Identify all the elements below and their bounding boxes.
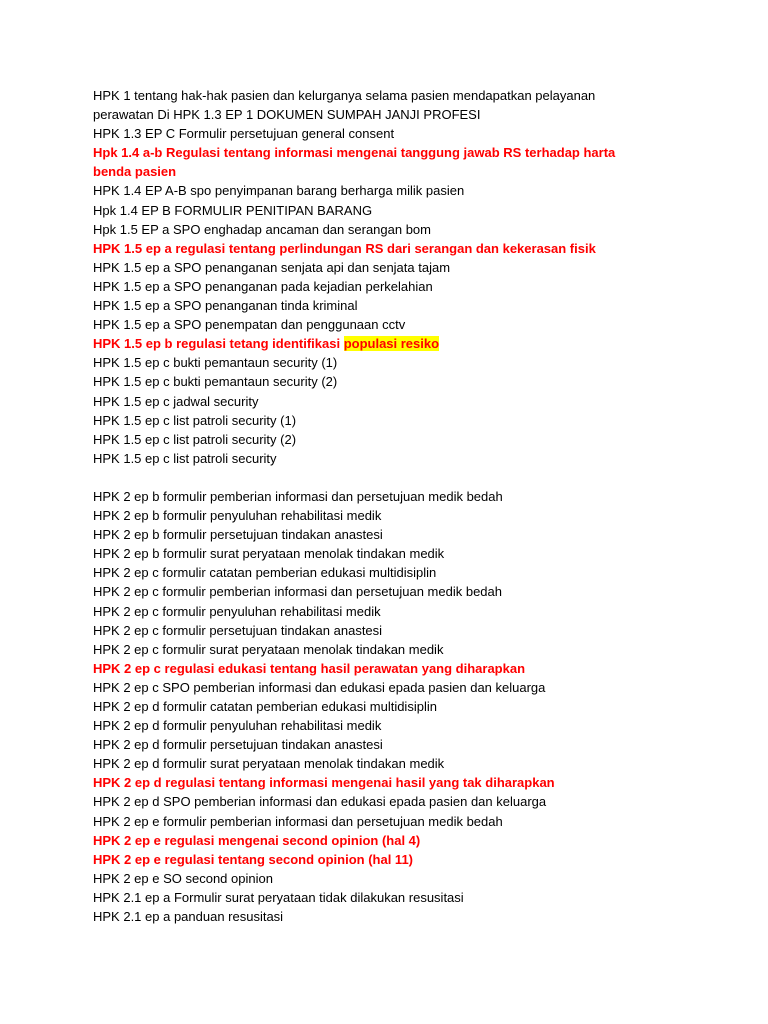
line-text: HPK 2 ep d formulir penyuluhan rehabilitasi medik [93, 718, 382, 734]
line-text: HPK 2 ep d formulir persetujuan tindakan anastesi [93, 737, 383, 753]
line-text: HPK 2 ep c formulir catatan pemberian edukasi multidisiplin [93, 565, 437, 581]
line-text: HPK 1.5 ep b regulasi tetang identifikasi [93, 336, 344, 352]
line-text: HPK 2 ep d formulir catatan pemberian edukasi multidisiplin [93, 699, 437, 714]
document-line [93, 277, 743, 296]
line-text: HPK 1 tentang hak-hak pasien dan kelurganya selama pasien mendapatkan pelayanan [93, 88, 596, 103]
line-text: HPK 1.5 ep a SPO penanganan senjata api dan senjata tajam [93, 259, 451, 275]
line-text: Hpk 1.4 a-b Regulasi tentang informasi mengenai tanggung jawab RS terhadap harta [93, 145, 616, 161]
document-line [93, 353, 743, 372]
line-text: HPK 2.1 ep a Formulir surat peryataan tidak dilakukan resusitasi [93, 889, 464, 905]
document-line [93, 372, 743, 391]
document-line [93, 392, 743, 411]
line-text: HPK 2 ep c regulasi edukasi tentang hasil perawatan yang diharapkan [93, 660, 526, 676]
line-text: HPK 1.5 ep a regulasi tentang perlindungan RS dari serangan dan kekerasan fisik [93, 240, 596, 256]
highlighted-text: populasi resiko [343, 336, 440, 352]
line-text: HPK 1.5 ep c jadwal security [93, 393, 259, 409]
line-text: Hpk 1.5 EP a SPO enghadap ancaman dan serangan bom [93, 221, 431, 237]
document-line [93, 411, 743, 430]
document-line [93, 430, 743, 449]
line-text: HPK 1.5 ep c list patroli security (2) [93, 431, 297, 447]
document-line [93, 621, 743, 640]
document-line [93, 449, 743, 468]
line-text: HPK 2 ep b formulir pemberian informasi dan persetujuan medik bedah [93, 488, 503, 504]
document-line [93, 296, 743, 315]
line-text: HPK 1.5 ep a SPO penanganan pada kejadian perkelahian [93, 278, 433, 294]
line-text: HPK 1.4 EP A-B spo penyimpanan barang berharga milik pasien [93, 183, 465, 199]
document-line-red [93, 850, 743, 869]
document-line [93, 888, 743, 907]
line-text: HPK 2 ep c formulir persetujuan tindakan anastesi [93, 622, 383, 638]
line-text: benda pasien [93, 164, 177, 180]
document-line [93, 907, 743, 926]
document-line [93, 220, 743, 239]
line-text: HPK 2 ep b formulir penyuluhan rehabilitasi medik [93, 508, 382, 524]
line-text: HPK 1.5 ep c bukti pemantaun security (2) [93, 374, 338, 390]
line-text: HPK 2 ep d SPO pemberian informasi dan edukasi epada pasien dan keluarga [93, 794, 547, 810]
line-text: HPK 1.5 ep a SPO penanganan tinda kriminal [93, 298, 358, 314]
line-text: HPK 2 ep b formulir persetujuan tindakan anastesi [93, 527, 383, 543]
document-line [93, 525, 743, 544]
document-line [93, 869, 743, 888]
line-text: HPK 2 ep e SO second opinion [93, 870, 273, 886]
line-text: HPK 2 ep c formulir surat peryataan menolak tindakan medik [93, 641, 444, 657]
document-line [93, 86, 743, 105]
document-line-red [93, 334, 743, 353]
document-line [93, 105, 743, 124]
line-text: HPK 1.5 ep c list patroli security (1) [93, 412, 297, 428]
line-text: HPK 1.3 EP C Formulir persetujuan general consent [93, 126, 395, 142]
document-line [93, 678, 743, 697]
document-line [93, 315, 743, 334]
document-line [93, 487, 743, 506]
document-line-red [93, 162, 743, 181]
line-text: HPK 2 ep c formulir penyuluhan rehabilitasi medik [93, 603, 381, 619]
document-line [93, 602, 743, 621]
line-text: Hpk 1.4 EP B FORMULIR PENITIPAN BARANG [93, 202, 373, 218]
document-line [93, 258, 743, 277]
document-line [93, 124, 743, 143]
line-text: HPK 2 ep e regulasi mengenai second opinion (hal 4) [93, 832, 421, 848]
document-line [93, 181, 743, 200]
document-body [93, 86, 743, 926]
document-line [93, 754, 743, 773]
line-text: HPK 2 ep d regulasi tentang informasi mengenai hasil yang tak diharapkan [93, 775, 555, 791]
line-text: HPK 1.5 ep c bukti pemantaun security (1) [93, 355, 338, 371]
line-text: HPK 2 ep e formulir pemberian informasi dan persetujuan medik bedah [93, 813, 503, 829]
document-line [93, 582, 743, 601]
document-line [93, 716, 743, 735]
line-text: HPK 1.5 ep a SPO penempatan dan penggunaan cctv [93, 317, 406, 333]
line-text: HPK 1.5 ep c list patroli security [93, 450, 277, 466]
document-line [93, 812, 743, 831]
document-line [93, 563, 743, 582]
document-line [93, 640, 743, 659]
document-line [93, 735, 743, 754]
document-line-red [93, 659, 743, 678]
line-text: HPK 2 ep b formulir surat peryataan menolak tindakan medik [93, 546, 445, 562]
document-line-red [93, 143, 743, 162]
document-line [93, 506, 743, 525]
line-text: HPK 2 ep c SPO pemberian informasi dan edukasi epada pasien dan keluarga [93, 679, 546, 695]
line-text: HPK 2 ep e regulasi tentang second opinion (hal 11) [93, 851, 414, 867]
document-line [93, 792, 743, 811]
document-line-red [93, 831, 743, 850]
document-line-red [93, 239, 743, 258]
document-line-red [93, 773, 743, 792]
document-line [93, 201, 743, 220]
line-text: perawatan Di HPK 1.3 EP 1 DOKUMEN SUMPAH JANJI PROFESI [93, 107, 481, 123]
line-text: HPK 2 ep c formulir pemberian informasi dan persetujuan medik bedah [93, 584, 502, 600]
document-line [93, 544, 743, 563]
line-text: HPK 2.1 ep a panduan resusitasi [93, 909, 284, 925]
blank-line [93, 468, 743, 487]
line-text: HPK 2 ep d formulir surat peryataan menolak tindakan medik [93, 756, 445, 772]
document-line [93, 697, 743, 716]
